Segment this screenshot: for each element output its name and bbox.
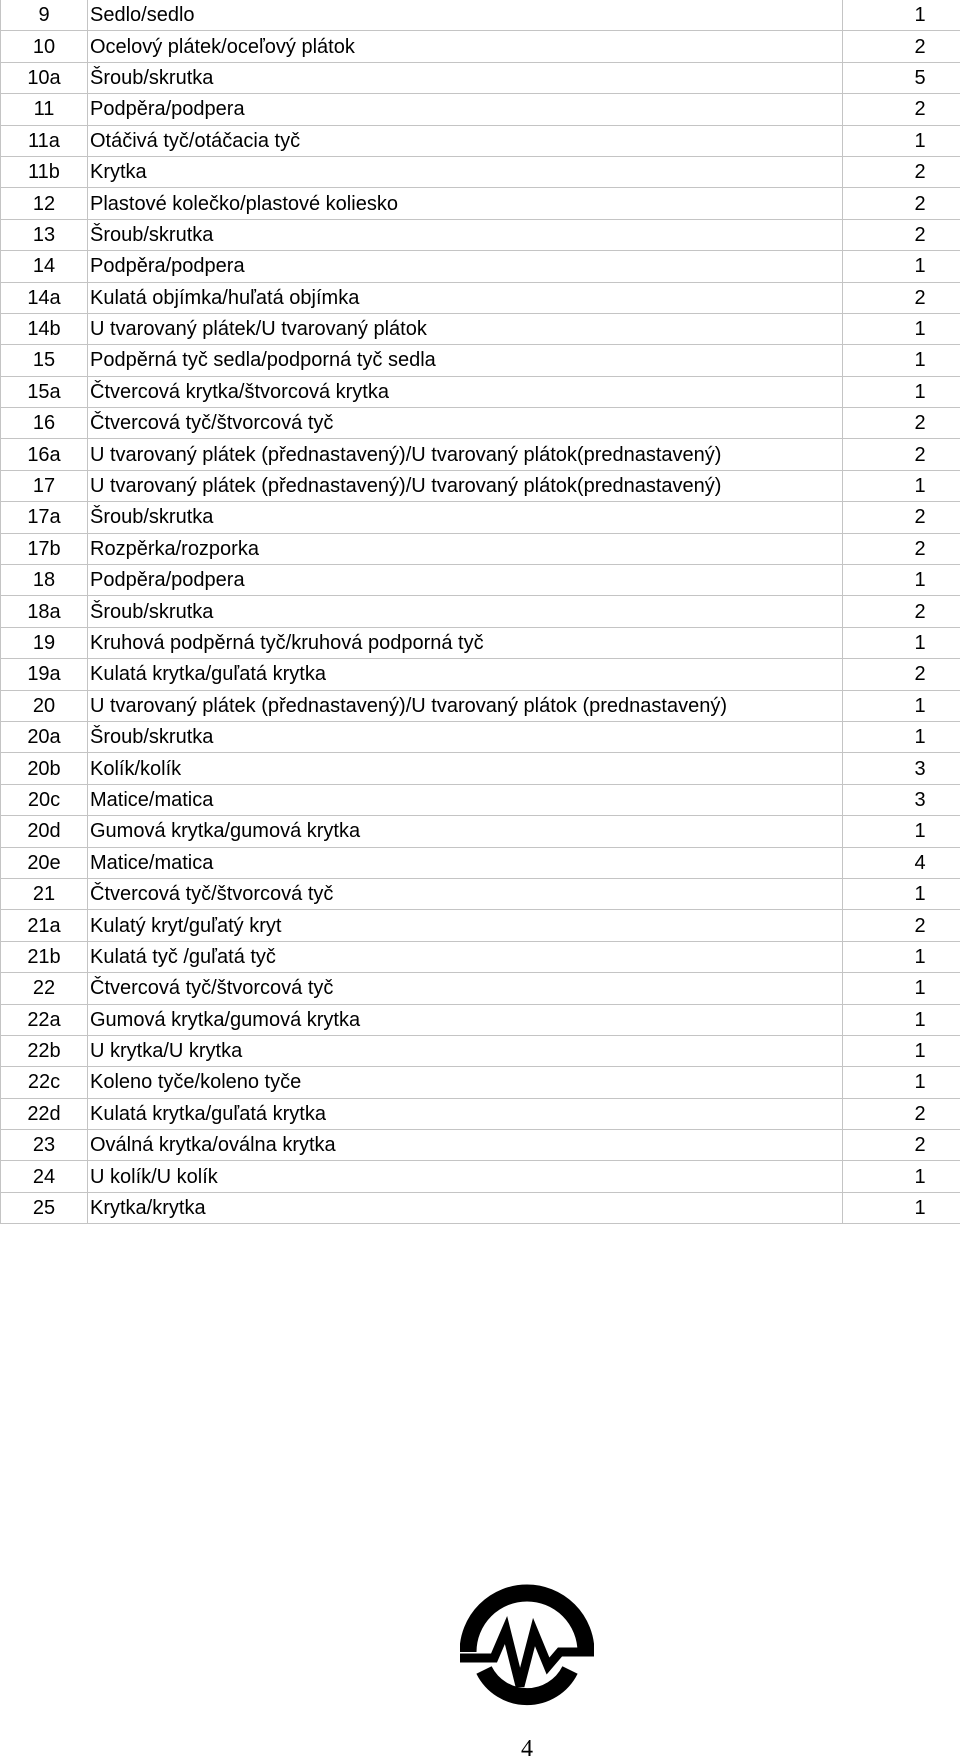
- part-number-cell: 19: [1, 627, 88, 658]
- part-number-cell: 20a: [1, 721, 88, 752]
- part-quantity-cell: 2: [843, 439, 960, 470]
- part-name-cell: Oválná krytka/oválna krytka: [88, 1130, 843, 1161]
- part-name-cell: Plastové kolečko/plastové koliesko: [88, 188, 843, 219]
- part-quantity-cell: 1: [843, 1161, 960, 1192]
- part-quantity-cell: 1: [843, 1192, 960, 1223]
- part-quantity-cell: 2: [843, 910, 960, 941]
- part-number-cell: 23: [1, 1130, 88, 1161]
- part-name-cell: Krytka: [88, 156, 843, 187]
- part-name-cell: Podpěra/podpera: [88, 565, 843, 596]
- part-number-cell: 21: [1, 878, 88, 909]
- part-quantity-cell: 2: [843, 533, 960, 564]
- table-row: [1, 1004, 960, 1035]
- part-quantity-cell: 1: [843, 0, 960, 31]
- part-name-cell: Sedlo/sedlo: [88, 0, 843, 31]
- table-row: [1, 219, 960, 250]
- table-row: [1, 533, 960, 564]
- part-quantity-cell: 2: [843, 596, 960, 627]
- part-name-cell: Matice/matica: [88, 784, 843, 815]
- part-number-cell: 20c: [1, 784, 88, 815]
- part-quantity-cell: 1: [843, 470, 960, 501]
- part-name-cell: Kulatý kryt/guľatý kryt: [88, 910, 843, 941]
- part-number-cell: 25: [1, 1192, 88, 1223]
- part-quantity-cell: 1: [843, 313, 960, 344]
- part-name-cell: Gumová krytka/gumová krytka: [88, 816, 843, 847]
- part-number-cell: 22c: [1, 1067, 88, 1098]
- part-name-cell: U krytka/U krytka: [88, 1035, 843, 1066]
- part-quantity-cell: 1: [843, 973, 960, 1004]
- part-name-cell: Otáčivá tyč/otáčacia tyč: [88, 125, 843, 156]
- table-row: [1, 188, 960, 219]
- table-row: [1, 1130, 960, 1161]
- part-number-cell: 14: [1, 251, 88, 282]
- part-name-cell: Podpěra/podpera: [88, 251, 843, 282]
- part-number-cell: 17a: [1, 502, 88, 533]
- table-row: [1, 941, 960, 972]
- table-row: [1, 0, 960, 31]
- table-row: [1, 910, 960, 941]
- part-quantity-cell: 2: [843, 502, 960, 533]
- table-row: [1, 847, 960, 878]
- part-number-cell: 22a: [1, 1004, 88, 1035]
- part-number-cell: 17b: [1, 533, 88, 564]
- table-row: [1, 31, 960, 62]
- table-row: [1, 439, 960, 470]
- part-name-cell: Kulatá tyč /guľatá tyč: [88, 941, 843, 972]
- table-row: [1, 376, 960, 407]
- part-number-cell: 11b: [1, 156, 88, 187]
- part-name-cell: U tvarovaný plátek (přednastavený)/U tvarovaný plátok(prednastavený): [88, 439, 843, 470]
- part-name-cell: U tvarovaný plátek/U tvarovaný plátok: [88, 313, 843, 344]
- part-number-cell: 19a: [1, 659, 88, 690]
- part-name-cell: Ocelový plátek/oceľový plátok: [88, 31, 843, 62]
- part-name-cell: Kulatá objímka/huľatá objímka: [88, 282, 843, 313]
- table-row: [1, 1035, 960, 1066]
- part-name-cell: Matice/matica: [88, 847, 843, 878]
- part-number-cell: 16a: [1, 439, 88, 470]
- table-row: [1, 627, 960, 658]
- part-number-cell: 21a: [1, 910, 88, 941]
- table-row: [1, 816, 960, 847]
- part-name-cell: Kruhová podpěrná tyč/kruhová podporná tyč: [88, 627, 843, 658]
- table-row: [1, 1161, 960, 1192]
- part-name-cell: Šroub/skrutka: [88, 62, 843, 93]
- part-quantity-cell: 2: [843, 156, 960, 187]
- part-quantity-cell: 3: [843, 753, 960, 784]
- table-row: [1, 596, 960, 627]
- table-row: [1, 565, 960, 596]
- part-quantity-cell: 1: [843, 878, 960, 909]
- part-quantity-cell: 2: [843, 282, 960, 313]
- part-name-cell: Kulatá krytka/guľatá krytka: [88, 659, 843, 690]
- part-quantity-cell: 2: [843, 408, 960, 439]
- part-number-cell: 13: [1, 219, 88, 250]
- part-name-cell: Šroub/skrutka: [88, 219, 843, 250]
- part-quantity-cell: 1: [843, 565, 960, 596]
- part-quantity-cell: 4: [843, 847, 960, 878]
- part-quantity-cell: 1: [843, 690, 960, 721]
- part-quantity-cell: 2: [843, 31, 960, 62]
- part-quantity-cell: 5: [843, 62, 960, 93]
- table-row: [1, 94, 960, 125]
- part-quantity-cell: 1: [843, 816, 960, 847]
- table-row: [1, 251, 960, 282]
- table-row: [1, 1067, 960, 1098]
- table-row: [1, 156, 960, 187]
- table-row: [1, 62, 960, 93]
- part-number-cell: 16: [1, 408, 88, 439]
- part-quantity-cell: 1: [843, 125, 960, 156]
- part-number-cell: 14a: [1, 282, 88, 313]
- part-quantity-cell: 1: [843, 721, 960, 752]
- part-quantity-cell: 2: [843, 94, 960, 125]
- parts-table-body: [1, 0, 960, 1224]
- part-quantity-cell: 1: [843, 1067, 960, 1098]
- part-quantity-cell: 1: [843, 1035, 960, 1066]
- part-number-cell: 22b: [1, 1035, 88, 1066]
- part-quantity-cell: 1: [843, 1004, 960, 1035]
- part-quantity-cell: 1: [843, 376, 960, 407]
- part-number-cell: 15: [1, 345, 88, 376]
- part-name-cell: Čtvercová tyč/štvorcová tyč: [88, 408, 843, 439]
- table-row: [1, 470, 960, 501]
- part-name-cell: Krytka/krytka: [88, 1192, 843, 1223]
- part-number-cell: 17: [1, 470, 88, 501]
- table-row: [1, 345, 960, 376]
- table-row: [1, 878, 960, 909]
- part-name-cell: U kolík/U kolík: [88, 1161, 843, 1192]
- table-row: [1, 690, 960, 721]
- table-row: [1, 721, 960, 752]
- part-name-cell: Kulatá krytka/guľatá krytka: [88, 1098, 843, 1129]
- part-quantity-cell: 2: [843, 1098, 960, 1129]
- table-row: [1, 408, 960, 439]
- part-name-cell: Koleno tyče/koleno tyče: [88, 1067, 843, 1098]
- part-name-cell: Čtvercová tyč/štvorcová tyč: [88, 973, 843, 1004]
- part-number-cell: 22: [1, 973, 88, 1004]
- table-row: [1, 973, 960, 1004]
- part-number-cell: 24: [1, 1161, 88, 1192]
- part-number-cell: 18: [1, 565, 88, 596]
- part-quantity-cell: 2: [843, 1130, 960, 1161]
- part-name-cell: Kolík/kolík: [88, 753, 843, 784]
- part-quantity-cell: 2: [843, 219, 960, 250]
- part-number-cell: 21b: [1, 941, 88, 972]
- part-number-cell: 11: [1, 94, 88, 125]
- part-name-cell: Šroub/skrutka: [88, 721, 843, 752]
- part-number-cell: 10a: [1, 62, 88, 93]
- part-quantity-cell: 2: [843, 188, 960, 219]
- part-number-cell: 10: [1, 31, 88, 62]
- part-number-cell: 14b: [1, 313, 88, 344]
- part-number-cell: 11a: [1, 125, 88, 156]
- page-number: 4: [521, 1736, 533, 1762]
- part-name-cell: U tvarovaný plátek (přednastavený)/U tvarovaný plátok (prednastavený): [88, 690, 843, 721]
- part-name-cell: Rozpěrka/rozporka: [88, 533, 843, 564]
- part-number-cell: 9: [1, 0, 88, 31]
- part-name-cell: Šroub/skrutka: [88, 596, 843, 627]
- heartbeat-circle-logo-icon: [460, 1582, 594, 1710]
- part-number-cell: 22d: [1, 1098, 88, 1129]
- part-number-cell: 20b: [1, 753, 88, 784]
- part-number-cell: 15a: [1, 376, 88, 407]
- part-number-cell: 12: [1, 188, 88, 219]
- part-number-cell: 20e: [1, 847, 88, 878]
- part-name-cell: U tvarovaný plátek (přednastavený)/U tvarovaný plátok(prednastavený): [88, 470, 843, 501]
- part-quantity-cell: 3: [843, 784, 960, 815]
- part-number-cell: 20d: [1, 816, 88, 847]
- part-name-cell: Čtvercová krytka/štvorcová krytka: [88, 376, 843, 407]
- part-name-cell: Podpěra/podpera: [88, 94, 843, 125]
- part-name-cell: Gumová krytka/gumová krytka: [88, 1004, 843, 1035]
- table-row: [1, 125, 960, 156]
- table-row: [1, 659, 960, 690]
- table-row: [1, 282, 960, 313]
- part-quantity-cell: 1: [843, 627, 960, 658]
- part-quantity-cell: 1: [843, 941, 960, 972]
- table-row: [1, 1098, 960, 1129]
- table-row: [1, 753, 960, 784]
- part-name-cell: Podpěrná tyč sedla/podporná tyč sedla: [88, 345, 843, 376]
- table-row: [1, 1192, 960, 1223]
- part-quantity-cell: 1: [843, 251, 960, 282]
- part-quantity-cell: 2: [843, 659, 960, 690]
- part-number-cell: 18a: [1, 596, 88, 627]
- table-row: [1, 784, 960, 815]
- table-row: [1, 313, 960, 344]
- part-number-cell: 20: [1, 690, 88, 721]
- table-row: [1, 502, 960, 533]
- part-name-cell: Šroub/skrutka: [88, 502, 843, 533]
- part-quantity-cell: 1: [843, 345, 960, 376]
- part-name-cell: Čtvercová tyč/štvorcová tyč: [88, 878, 843, 909]
